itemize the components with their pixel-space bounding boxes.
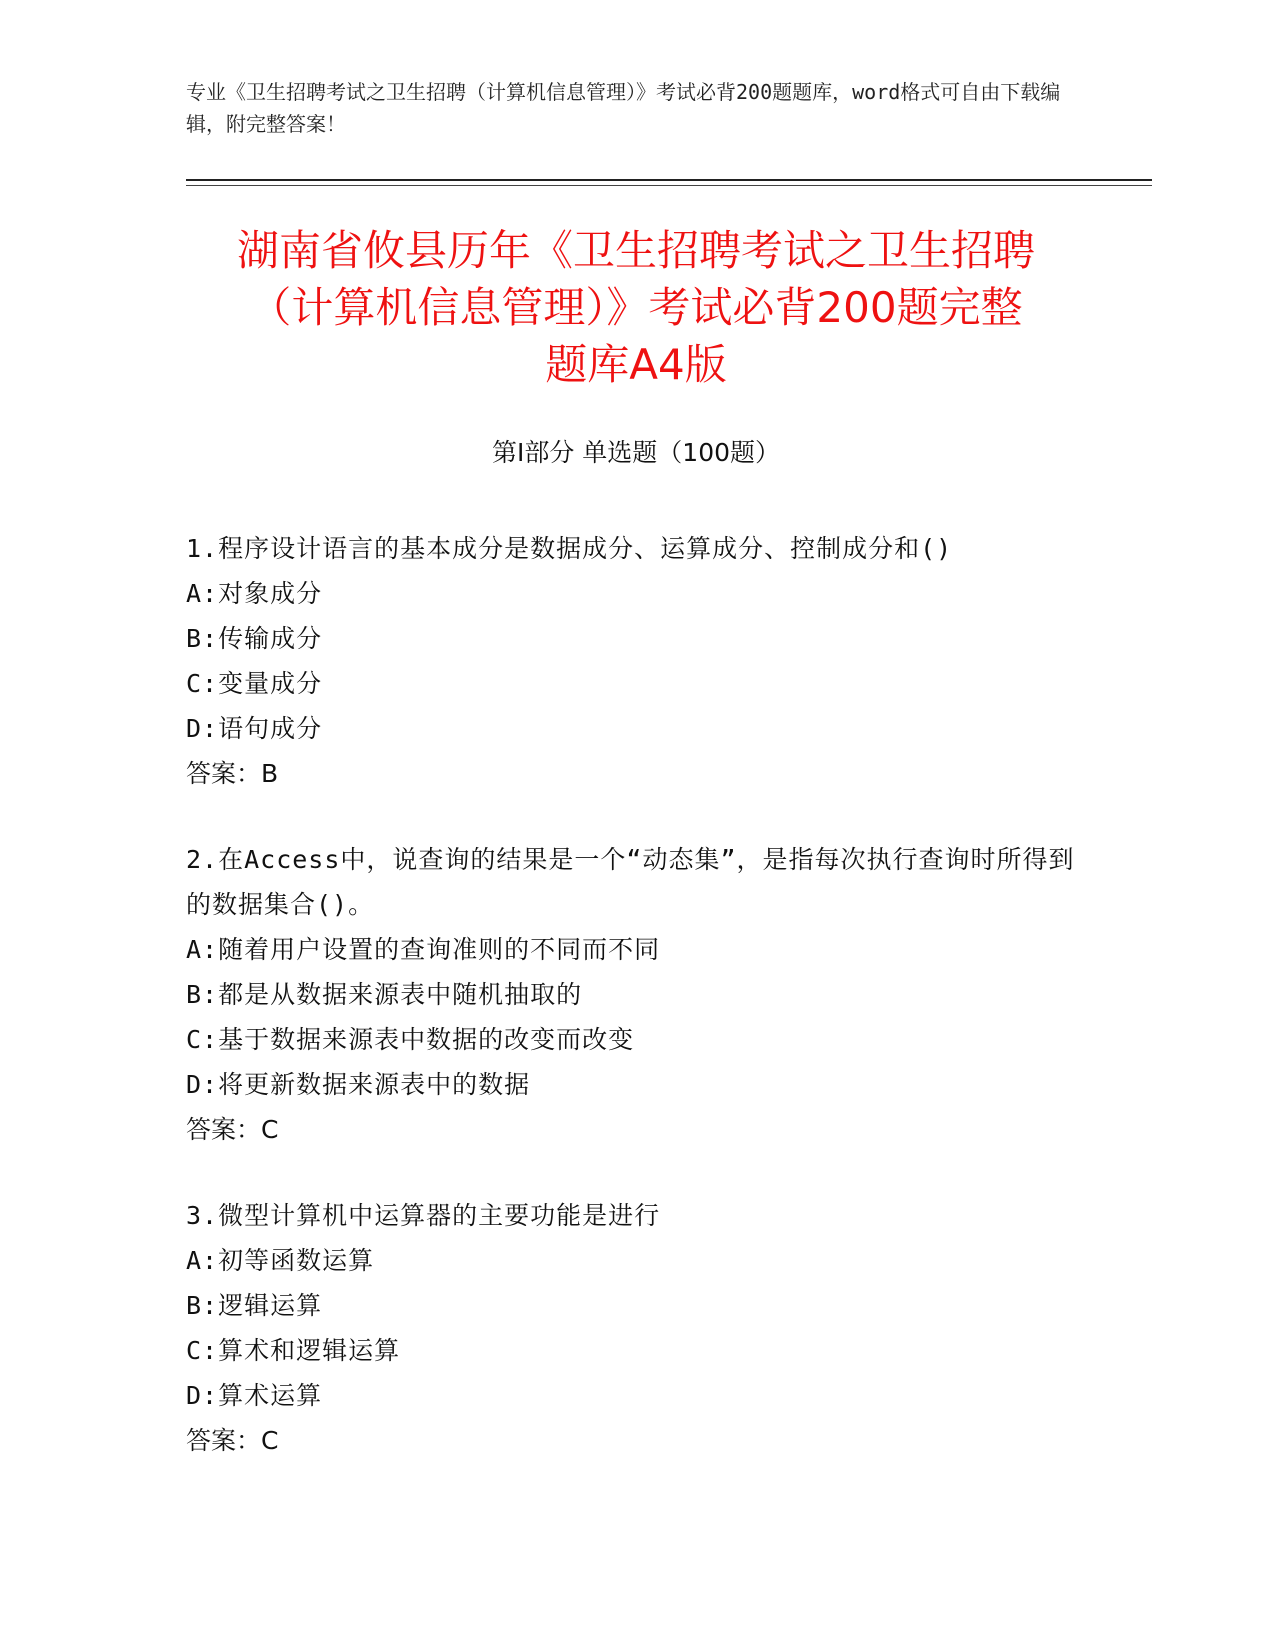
option-c: C:基于数据来源表中数据的改变而改变 [186,1025,635,1054]
option-b: B:传输成分 [186,624,323,653]
question-list [186,526,1086,1504]
document-title [186,222,1086,393]
option-a: A:对象成分 [186,579,323,608]
option-d: D:将更新数据来源表中的数据 [186,1070,531,1099]
option-a: A:初等函数运算 [186,1246,375,1275]
option-d: D:语句成分 [186,714,323,743]
question-1 [186,526,1086,796]
header-note: 专业《卫生招聘考试之卫生招聘（计算机信息管理）》考试必背200题题库，word格式可自由下载编辑，附完整答案！ [186,80,1061,136]
option-c: C:算术和逻辑运算 [186,1336,401,1365]
option-a: A:随着用户设置的查询准则的不同而不同 [186,935,661,964]
answer: 答案：C [186,1426,279,1455]
option-d: D:算术运算 [186,1381,323,1410]
section-heading: 第Ⅰ部分 单选题（100题） [491,438,781,467]
question-2 [186,837,1086,1152]
question-stem: 3.微型计算机中运算器的主要功能是进行 [186,1201,661,1230]
question-3 [186,1193,1086,1463]
answer: 答案：C [186,1115,279,1144]
question-stem: 1.程序设计语言的基本成分是数据成分、运算成分、控制成分和() [186,534,953,563]
option-b: B:都是从数据来源表中随机抽取的 [186,980,583,1009]
answer: 答案：B [186,759,279,788]
title-line-2: （计算机信息管理）》考试必背200题完整 [249,283,1023,332]
header-rule-thin [186,185,1152,186]
option-b: B:逻辑运算 [186,1291,323,1320]
question-stem: 2.在Access中，说查询的结果是一个“动态集”，是指每次执行查询时所得到的数据集合()。 [186,845,1075,919]
option-c: C:变量成分 [186,669,323,698]
title-line-1: 湖南省攸县历年《卫生招聘考试之卫生招聘 [236,226,1035,275]
header-rule-thick [186,179,1152,181]
title-line-3: 题库A4版 [545,340,727,389]
